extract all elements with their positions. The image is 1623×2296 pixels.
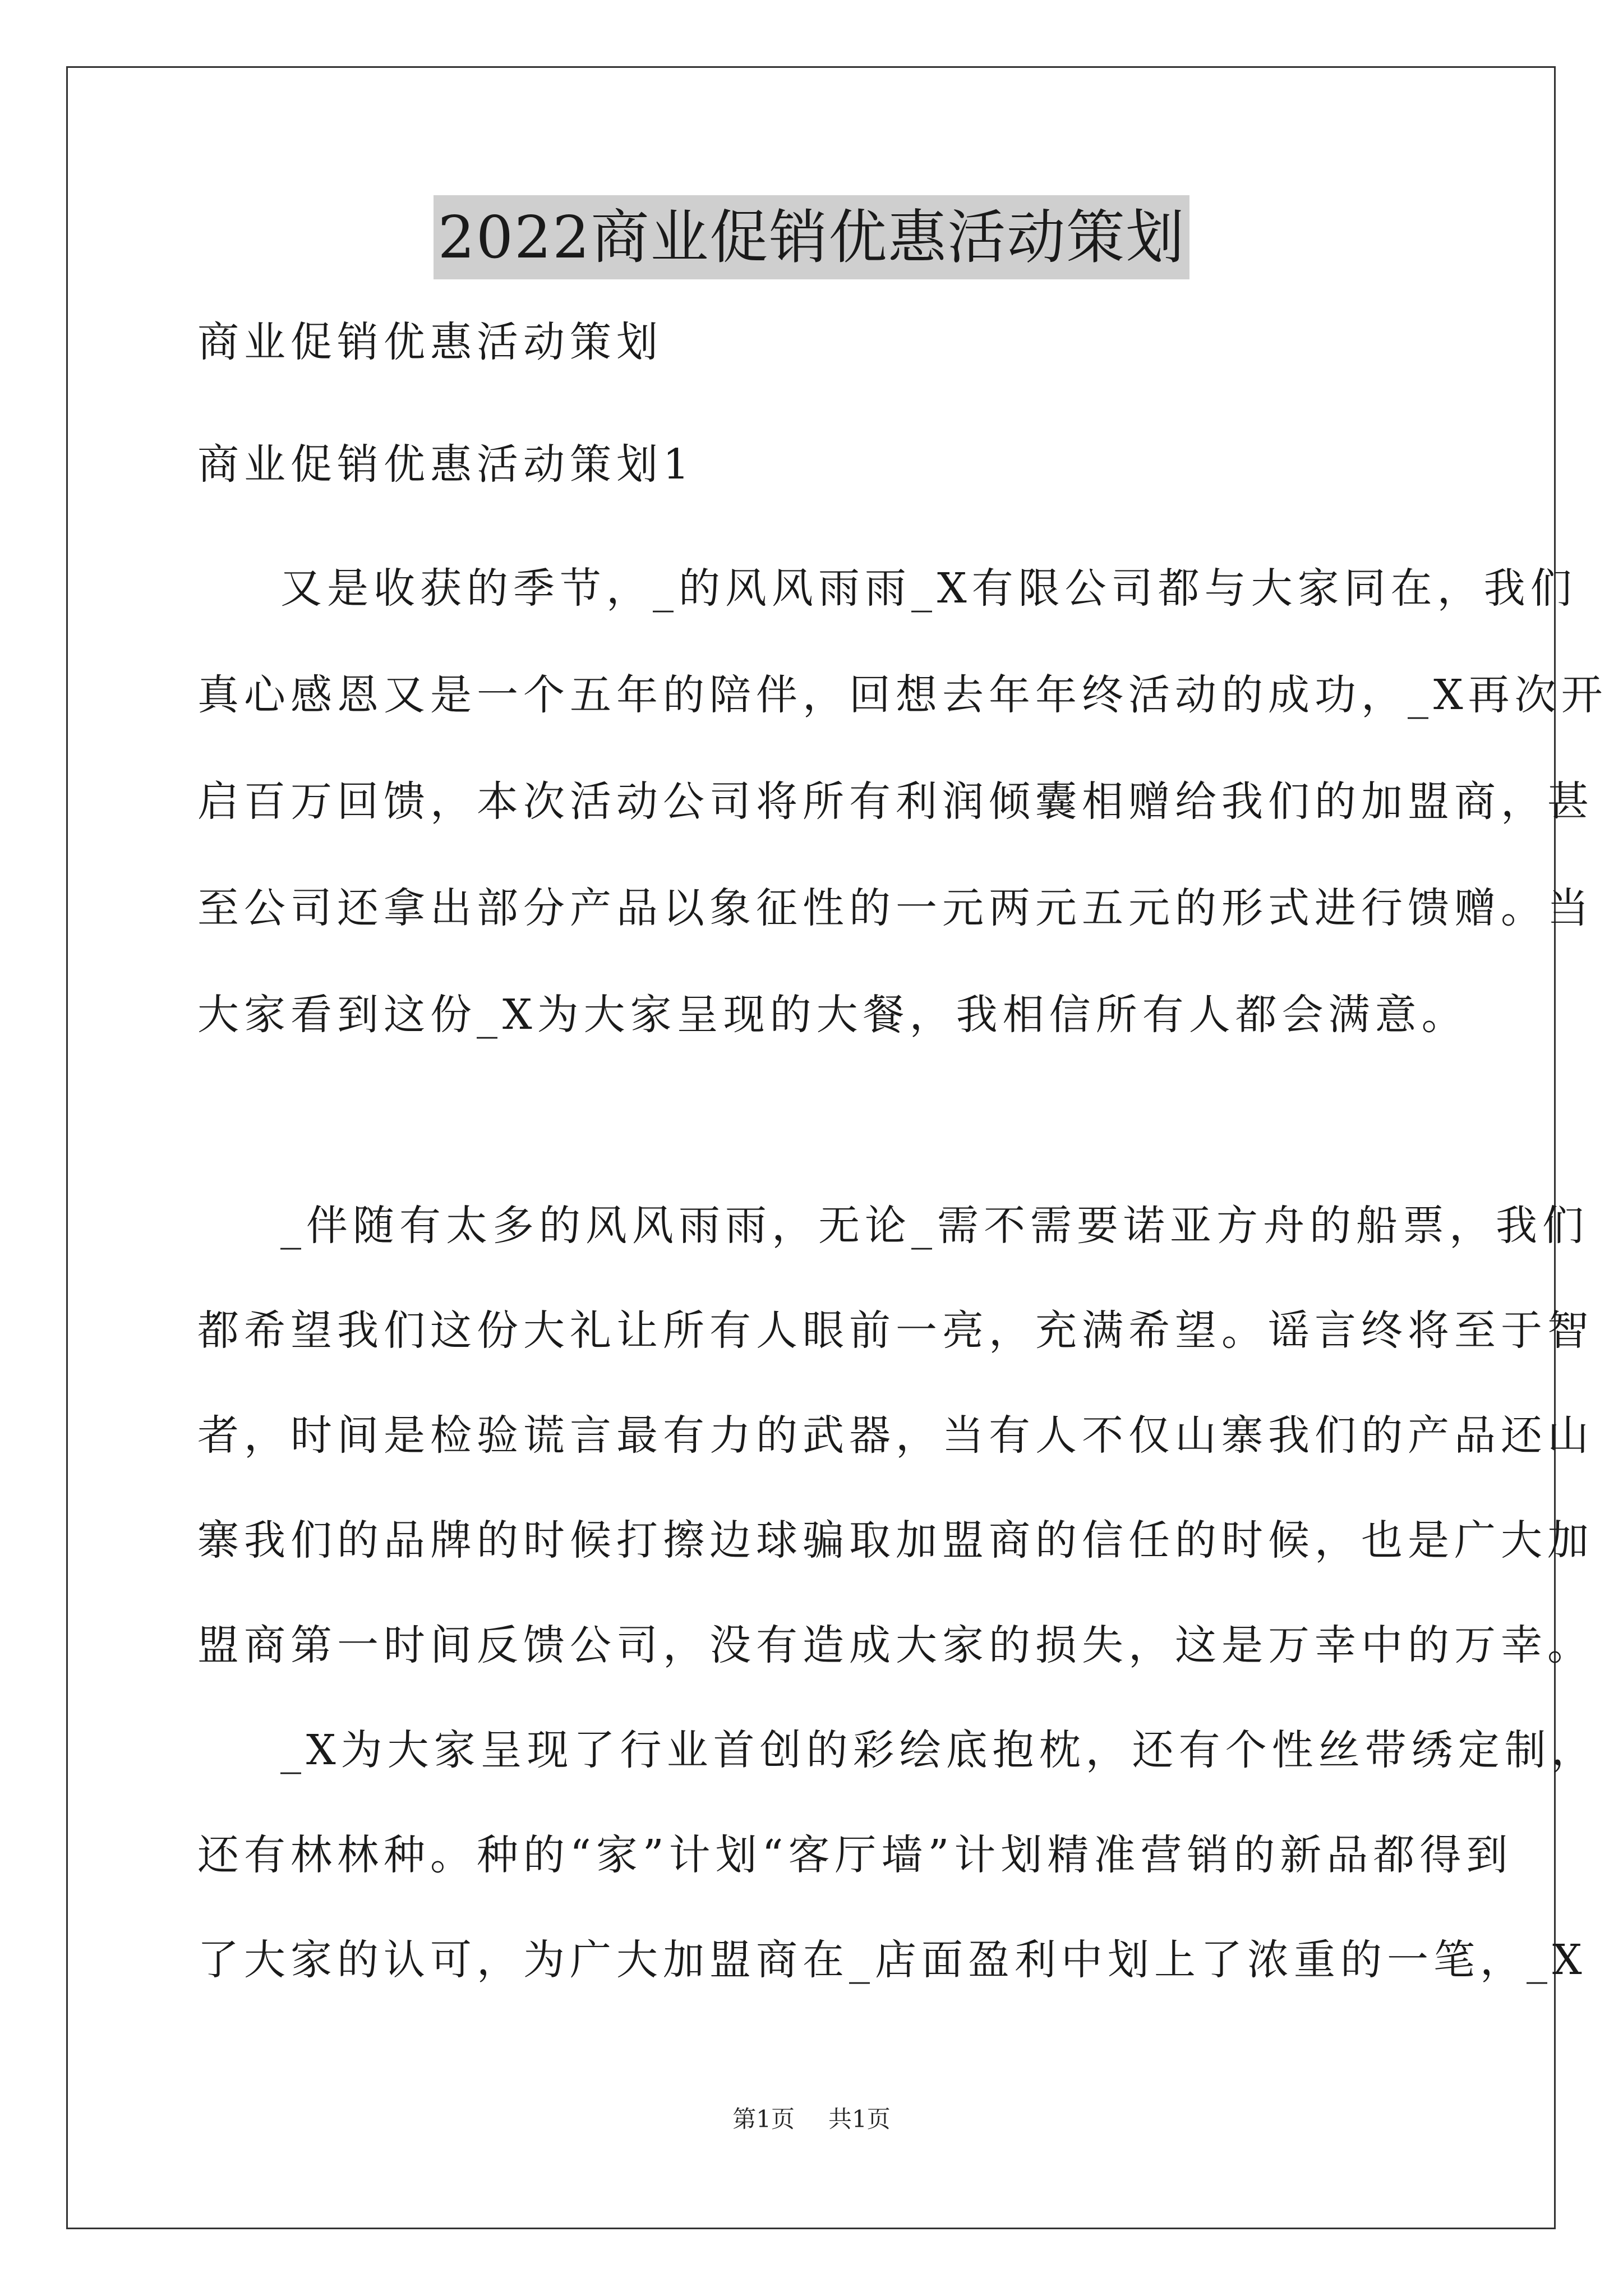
title-container	[0, 195, 1623, 279]
paragraph-1-line-2: 真心感恩又是一个五年的陪伴，回想去年年终活动的成功，_X再次开	[197, 671, 1608, 719]
paragraph-1-line-4: 至公司还拿出部分产品以象征性的一元两元五元的形式进行馈赠。当	[197, 884, 1594, 932]
document-subtitle: 商业促销优惠活动策划	[197, 318, 663, 366]
paragraph-1-line-1: 又是收获的季节，_的风风雨雨_X有限公司都与大家同在，我们	[280, 564, 1577, 613]
paragraph-2-line-2: 都希望我们这份大礼让所有人眼前一亮，充满希望。谣言终将至于智	[197, 1306, 1594, 1355]
paragraph-2-line-3: 者，时间是检验谎言最有力的武器，当有人不仅山寨我们的产品还山	[197, 1411, 1594, 1460]
paragraph-1-line-5: 大家看到这份_X为大家呈现的大餐，我相信所有人都会满意。	[197, 991, 1468, 1039]
paragraph-2-line-5: 盟商第一时间反馈公司，没有造成大家的损失，这是万幸中的万幸。	[197, 1621, 1594, 1669]
page-number-total: 共1页	[828, 2105, 891, 2133]
paragraph-2-line-1: _伴随有太多的风风雨雨，无论_需不需要诺亚方舟的船票，我们	[280, 1202, 1589, 1250]
paragraph-3-line-2: 还有林林种。种的“家”计划“客厅墙”计划精准营销的新品都得到	[197, 1831, 1513, 1879]
page-number-current: 第1页	[732, 2105, 795, 2133]
paragraph-1-line-3: 启百万回馈，本次活动公司将所有利润倾囊相赠给我们的加盟商，甚	[197, 777, 1594, 826]
document-title: 2022商业促销优惠活动策划	[434, 195, 1190, 279]
page-footer	[0, 2102, 1623, 2136]
section-heading: 商业促销优惠活动策划1	[197, 440, 695, 489]
paragraph-2-line-4: 寨我们的品牌的时候打擦边球骗取加盟商的信任的时候，也是广大加	[197, 1516, 1594, 1565]
paragraph-3-line-3: 了大家的认可，为广大加盟商在_店面盈利中划上了浓重的一笔，_X	[197, 1936, 1587, 1984]
paragraph-3-line-1: _X为大家呈现了行业首创的彩绘底抱枕，还有个性丝带绣定制，	[280, 1726, 1598, 1774]
page-border	[66, 66, 1608, 2229]
